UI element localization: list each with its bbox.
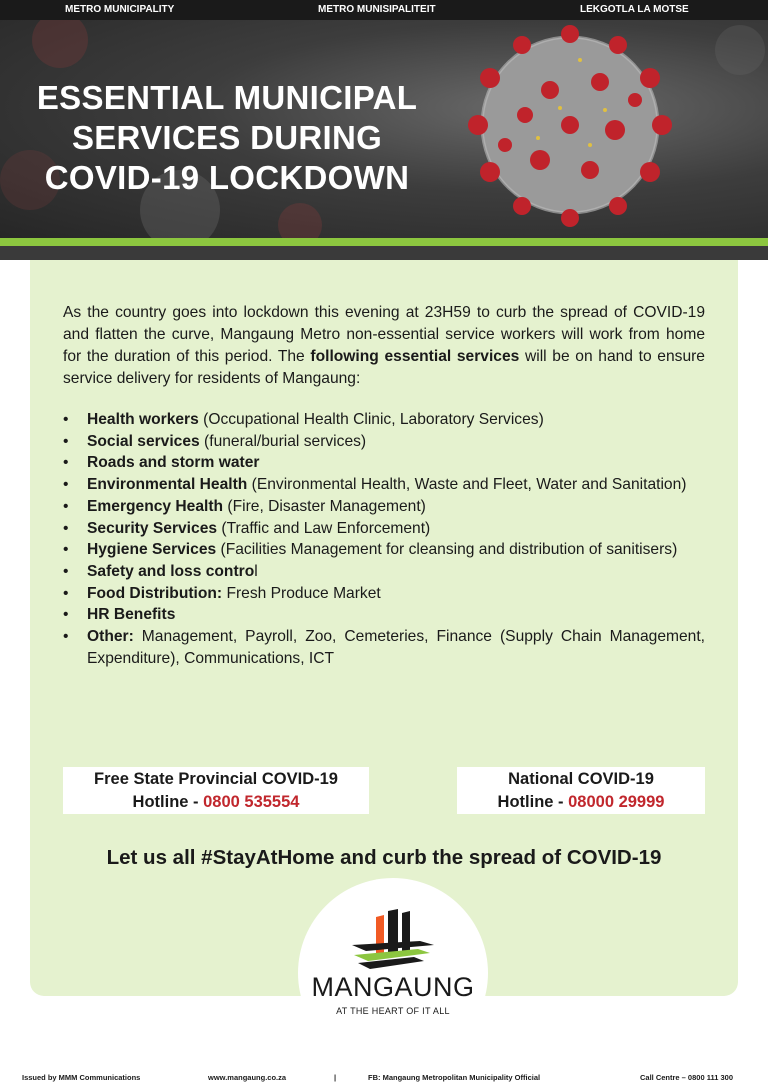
topbar-center-label: METRO MUNISIPALITEIT xyxy=(318,4,436,15)
service-name: Other: xyxy=(87,628,134,646)
coronavirus-icon xyxy=(440,20,700,240)
service-detail: (Environmental Health, Waste and Fleet, Water and Sanitation) xyxy=(247,476,687,494)
footer-separator: | xyxy=(334,1073,337,1082)
services-list xyxy=(63,409,705,669)
service-detail: (funeral/burial services) xyxy=(199,432,367,450)
service-item xyxy=(63,583,705,605)
service-item xyxy=(63,626,705,669)
intro-bold: following essential services xyxy=(310,348,520,365)
service-detail: (Occupational Health Clinic, Laboratory Services) xyxy=(198,411,544,428)
footer xyxy=(0,1068,768,1086)
service-name: Health workers xyxy=(87,411,199,428)
bullet-icon: • xyxy=(63,497,69,515)
intro-text: As the country goes into lockdown this evening at 23H59 to curb the spread of COVID-19 and flatten the curve, Mangaung Metro non-essential service workers will work from home for the duration of this period. The xyxy=(63,304,705,365)
footer-website[interactable]: www.mangaung.co.za xyxy=(208,1073,287,1082)
service-item xyxy=(63,539,705,561)
provincial-hotline-number[interactable]: 0800 535554 xyxy=(203,793,300,811)
footer-issued: Issued by MMM Communications xyxy=(22,1073,141,1082)
national-hotline-label: Hotline - xyxy=(497,793,569,811)
bullet-icon: • xyxy=(63,476,69,494)
service-name: Food Distribution: xyxy=(87,584,223,602)
provincial-hotline-box xyxy=(63,767,369,814)
service-item xyxy=(63,561,705,583)
national-hotline-box xyxy=(457,767,705,814)
service-name: Emergency Health xyxy=(87,497,224,515)
stay-at-home-message: Let us all #StayAtHome and curb the spread of COVID-19 xyxy=(106,846,662,869)
logo-name: MANGAUNG xyxy=(311,972,475,1002)
service-item xyxy=(63,518,705,540)
footer-call-centre: Call Centre – 0800 111 300 xyxy=(640,1073,733,1082)
page-title xyxy=(22,78,432,198)
service-detail: Fresh Produce Market xyxy=(222,584,381,602)
bullet-icon: • xyxy=(63,541,69,559)
bullet-icon: • xyxy=(63,454,69,472)
topbar-right-label: LEKGOTLA LA MOTSE xyxy=(580,4,689,15)
title-line-3: COVID-19 LOCKDOWN xyxy=(44,159,410,196)
mangaung-logo-icon xyxy=(348,905,438,973)
top-bar xyxy=(0,0,768,20)
dark-stripe xyxy=(0,246,768,260)
intro-text-end: will be on hand to ensure service delivery for residents of Mangaung: xyxy=(63,348,705,387)
service-detail: (Traffic and Law Enforcement) xyxy=(217,519,431,537)
service-item xyxy=(63,496,705,518)
national-hotline-number[interactable]: 08000 29999 xyxy=(568,793,665,811)
bullet-icon: • xyxy=(63,519,69,537)
service-name: Environmental Health xyxy=(87,476,248,494)
service-item xyxy=(63,604,705,626)
service-item xyxy=(63,474,705,496)
bullet-icon: • xyxy=(63,628,69,646)
logo-tagline: AT THE HEART OF IT ALL xyxy=(336,1006,450,1016)
bullet-icon: • xyxy=(63,606,69,624)
service-name: Roads and storm water xyxy=(87,454,260,472)
footer-facebook[interactable]: FB: Mangaung Metropolitan Municipality Official xyxy=(368,1073,541,1082)
service-name: Safety and loss contro xyxy=(87,562,255,580)
topbar-left-label: METRO MUNICIPALITY xyxy=(65,4,175,15)
title-line-2: SERVICES DURING xyxy=(71,119,383,156)
accent-stripe xyxy=(0,238,768,246)
provincial-hotline-label: Hotline - xyxy=(132,793,204,811)
service-detail: l xyxy=(254,562,258,580)
bullet-icon: • xyxy=(63,584,69,602)
service-detail: (Facilities Management for cleansing and distribution of sanitisers) xyxy=(216,541,678,559)
bullet-icon: • xyxy=(63,562,69,580)
provincial-hotline-title: Free State Provincial COVID-19 xyxy=(94,770,338,788)
bullet-icon: • xyxy=(63,411,69,428)
service-name: Security Services xyxy=(87,519,218,537)
service-name: Social services xyxy=(87,432,200,450)
national-hotline-title: National COVID-19 xyxy=(508,770,654,788)
service-item xyxy=(63,431,705,453)
service-name: HR Benefits xyxy=(87,606,176,624)
intro-paragraph xyxy=(63,302,705,390)
service-item xyxy=(63,452,705,474)
service-name: Hygiene Services xyxy=(87,541,217,559)
title-line-1: ESSENTIAL MUNICIPAL xyxy=(36,79,418,116)
service-detail: (Fire, Disaster Management) xyxy=(223,497,426,515)
service-item xyxy=(63,409,705,431)
service-detail: Management, Payroll, Zoo, Cemeteries, Finance (Supply Chain Management, Expenditure), Communications, ICT xyxy=(87,628,705,667)
hero-banner xyxy=(0,20,768,240)
bullet-icon: • xyxy=(63,432,69,450)
